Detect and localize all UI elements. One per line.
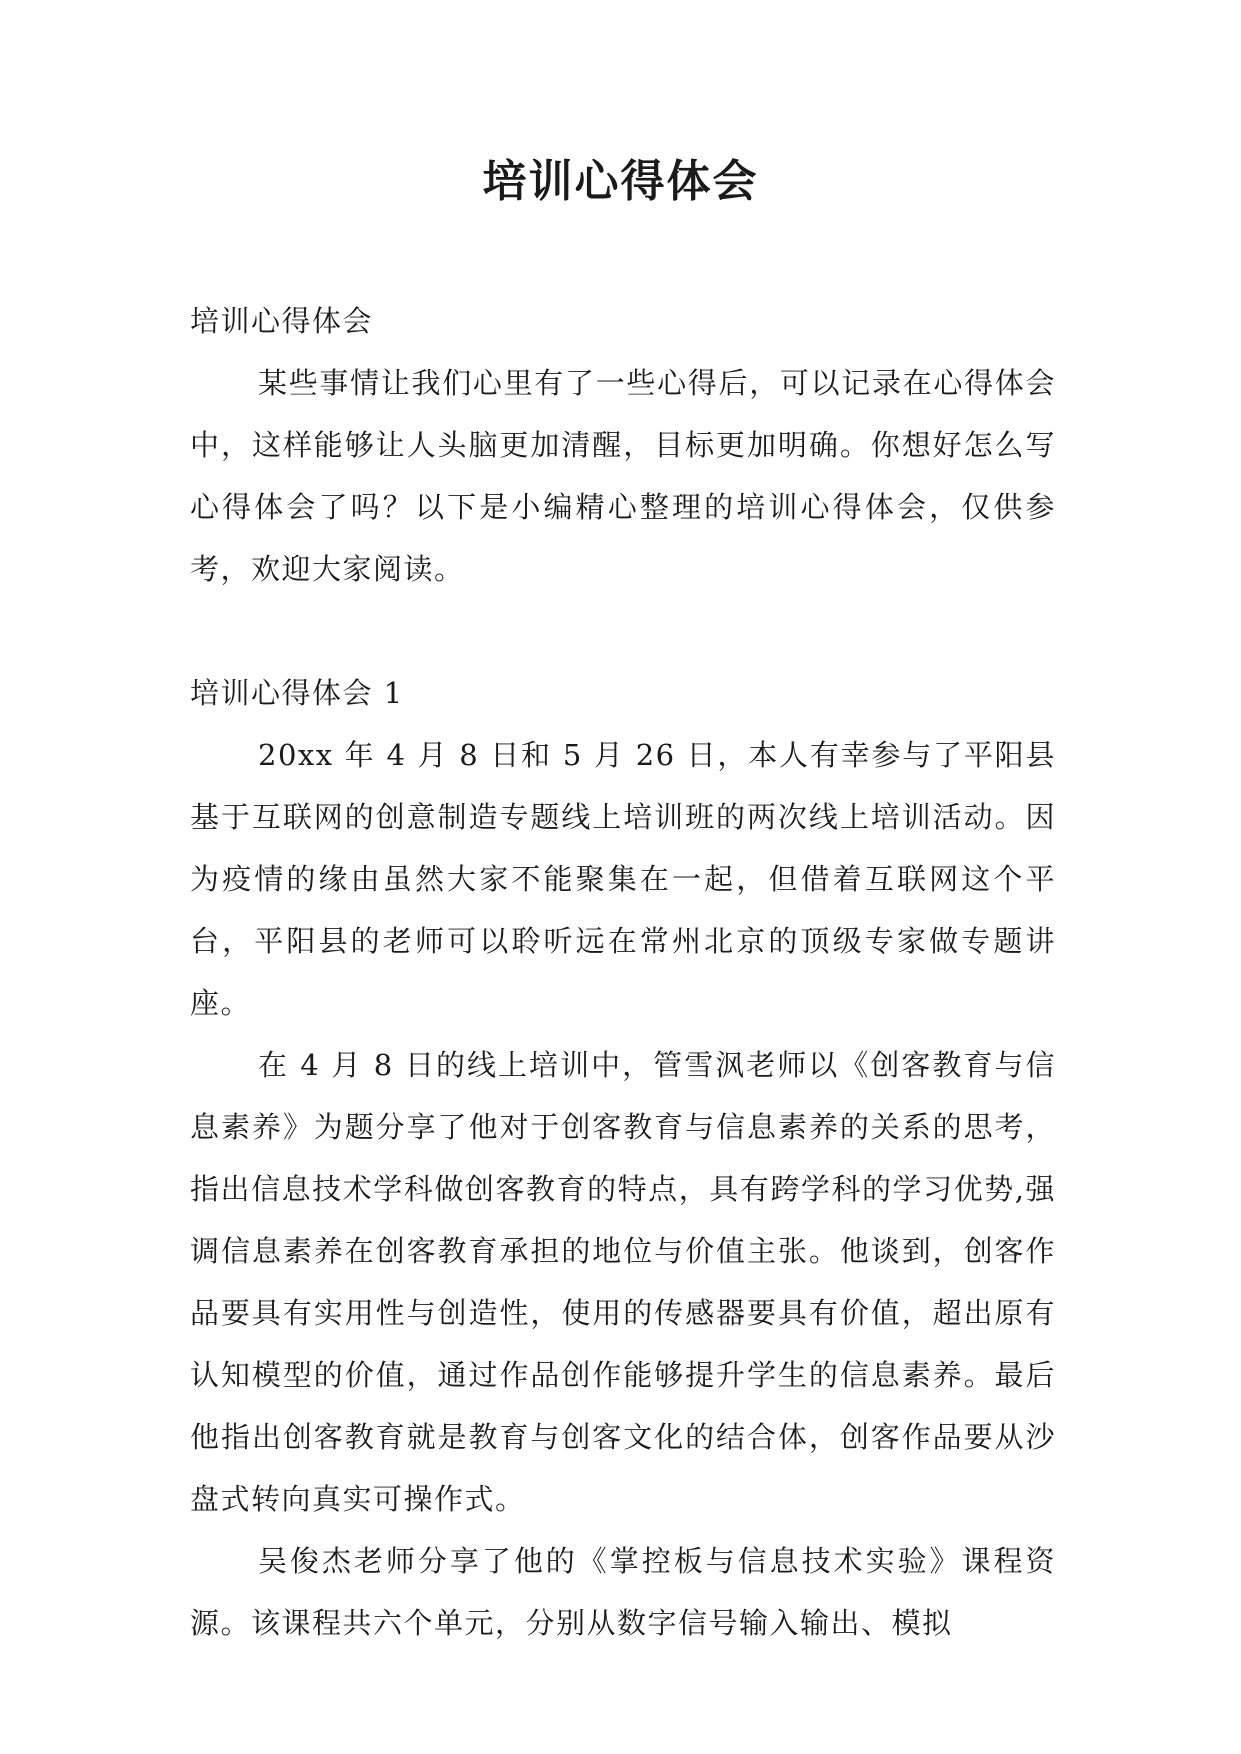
document-title: 培训心得体会 bbox=[482, 156, 759, 207]
section1-paragraph-1: 20xx 年 4 月 8 日和 5 月 26 日，本人有幸参与了平阳县基于互联网的创意制造专题线上培训班的两次线上培训活动。因为疫情的缘由虽然大家不能聚集在一起，但借着互联网这个平台，平阳县的老师可以聆听远在常州北京的顶级专家做专题讲座。 bbox=[190, 738, 1056, 1020]
intro-paragraph: 某些事情让我们心里有了一些心得后，可以记录在心得体会中，这样能够让人头脑更加清醒，目标更加明确。你想好怎么写心得体会了吗？以下是小编精心整理的培训心得体会，仅供参考，欢迎大家阅读。 bbox=[190, 366, 1056, 586]
section1-paragraph-3: 吴俊杰老师分享了他的《掌控板与信息技术实验》课程资源。该课程共六个单元，分别从数字信号输入输出、模拟 bbox=[190, 1544, 1056, 1640]
section1-paragraph-2: 在 4 月 8 日的线上培训中，管雪沨老师以《创客教育与信息素养》为题分享了他对于创客教育与信息素养的关系的思考，指出信息技术学科做创客教育的特点，具有跨学科的学习优势,强调信息素养在创客教育承担的地位与价值主张。他谈到，创客作品要具有实用性与创造性，使用的传感器要具有价值，超出原有认知模型的价值，通过作品创作能够提升学生的信息素养。最后他指出创客教育就是教育与创客文化的结合体，创客作品要从沙盘式转向真实可操作式。 bbox=[190, 1048, 1056, 1516]
intro-heading: 培训心得体会 bbox=[190, 304, 374, 338]
document-body bbox=[190, 290, 1056, 1654]
section-heading-1: 培训心得体会 1 bbox=[190, 676, 404, 710]
section-spacer bbox=[190, 600, 1056, 662]
